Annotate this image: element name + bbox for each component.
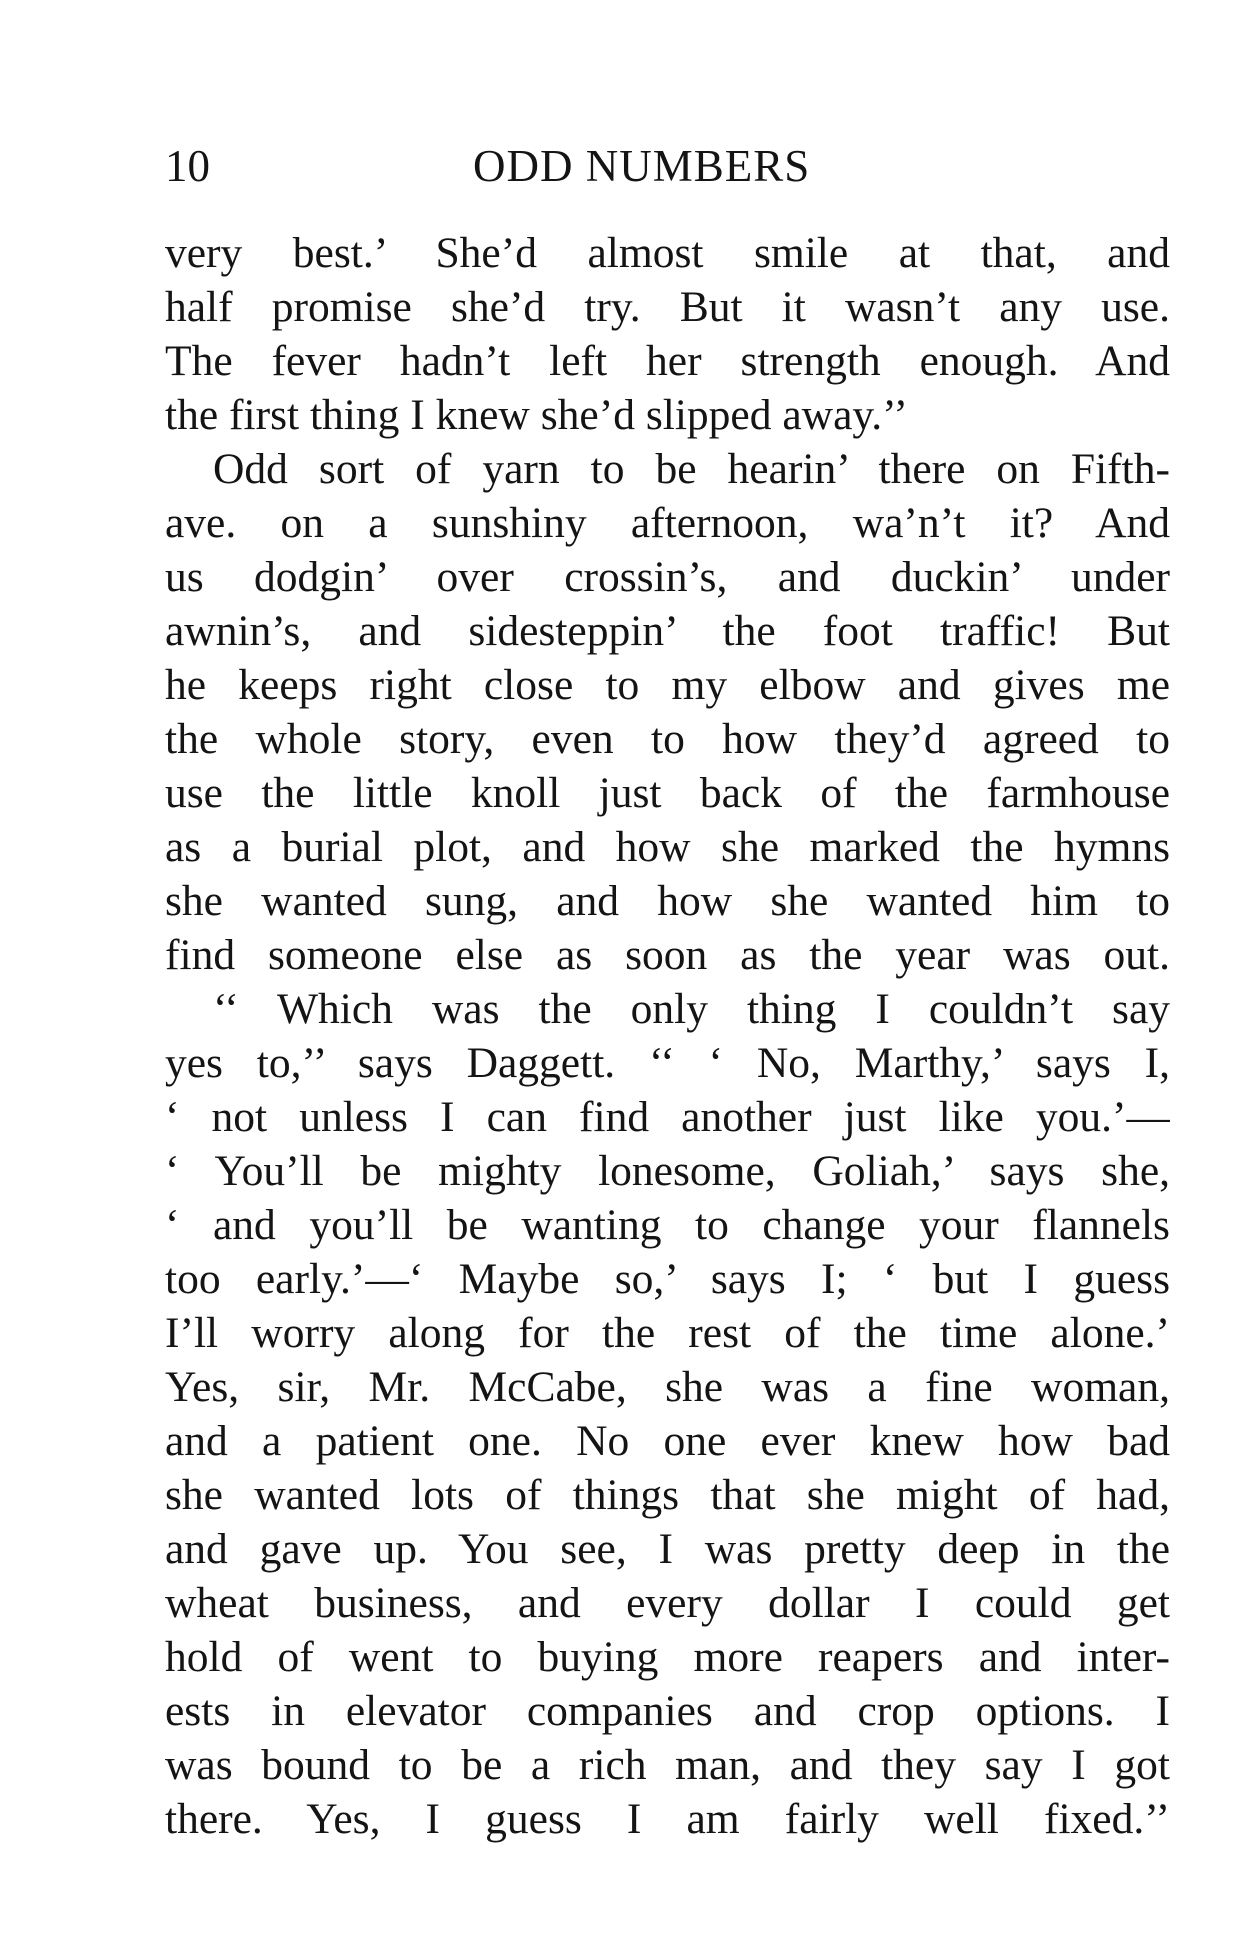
text-line: wheat business, and every dollar I could get	[165, 1579, 1170, 1627]
text-line: was bound to be a rich man, and they say I got	[165, 1741, 1170, 1789]
text-line: too early.’—‘ Maybe so,’ says I; ‘ but I guess	[165, 1255, 1170, 1303]
text-line: find someone else as soon as the year was out.	[165, 931, 1170, 979]
text-line: awnin’s, and sidesteppin’ the foot traffic! But	[165, 607, 1170, 655]
text-line: ests in elevator companies and crop options. I	[165, 1687, 1170, 1735]
body-text	[165, 226, 1170, 1846]
text-line: there. Yes, I guess I am fairly well fixed.’’	[165, 1795, 1170, 1843]
text-line: Yes, sir, Mr. McCabe, she was a fine woman,	[165, 1363, 1170, 1411]
text-line: ave. on a sunshiny afternoon, wa’n’t it? And	[165, 499, 1170, 547]
text-line: ‘‘ Which was the only thing I couldn’t say	[213, 985, 1170, 1033]
text-line: the first thing I knew she’d slipped away.’’	[165, 391, 908, 439]
text-line: she wanted sung, and how she wanted him to	[165, 877, 1170, 925]
page-number: 10	[165, 141, 210, 191]
text-line: ‘ and you’ll be wanting to change your flannels	[165, 1201, 1170, 1249]
text-line: she wanted lots of things that she might of had,	[165, 1471, 1170, 1519]
text-line: half promise she’d try. But it wasn’t any use.	[165, 283, 1170, 331]
page-header	[165, 138, 1170, 194]
text-line: Odd sort of yarn to be hearin’ there on Fifth-	[213, 445, 1170, 493]
text-line: as a burial plot, and how she marked the hymns	[165, 823, 1170, 871]
text-line: and gave up. You see, I was pretty deep in the	[165, 1525, 1170, 1573]
running-title: ODD NUMBERS	[473, 141, 811, 191]
text-line: use the little knoll just back of the farmhouse	[165, 769, 1170, 817]
text-line: ‘ You’ll be mighty lonesome, Goliah,’ says she,	[165, 1147, 1170, 1195]
text-line: I’ll worry along for the rest of the time alone.’	[165, 1309, 1170, 1357]
text-line: he keeps right close to my elbow and gives me	[165, 661, 1170, 709]
text-line: ‘ not unless I can find another just like you.’—	[165, 1093, 1170, 1141]
text-line: The fever hadn’t left her strength enough. And	[165, 337, 1170, 385]
text-line: us dodgin’ over crossin’s, and duckin’ under	[165, 553, 1170, 601]
text-line: and a patient one. No one ever knew how bad	[165, 1417, 1170, 1465]
text-line: yes to,’’ says Daggett. ‘‘ ‘ No, Marthy,’ says I,	[165, 1039, 1170, 1087]
text-line: the whole story, even to how they’d agreed to	[165, 715, 1170, 763]
text-line: very best.’ She’d almost smile at that, and	[165, 229, 1170, 277]
text-line: hold of went to buying more reapers and inter-	[165, 1633, 1170, 1681]
